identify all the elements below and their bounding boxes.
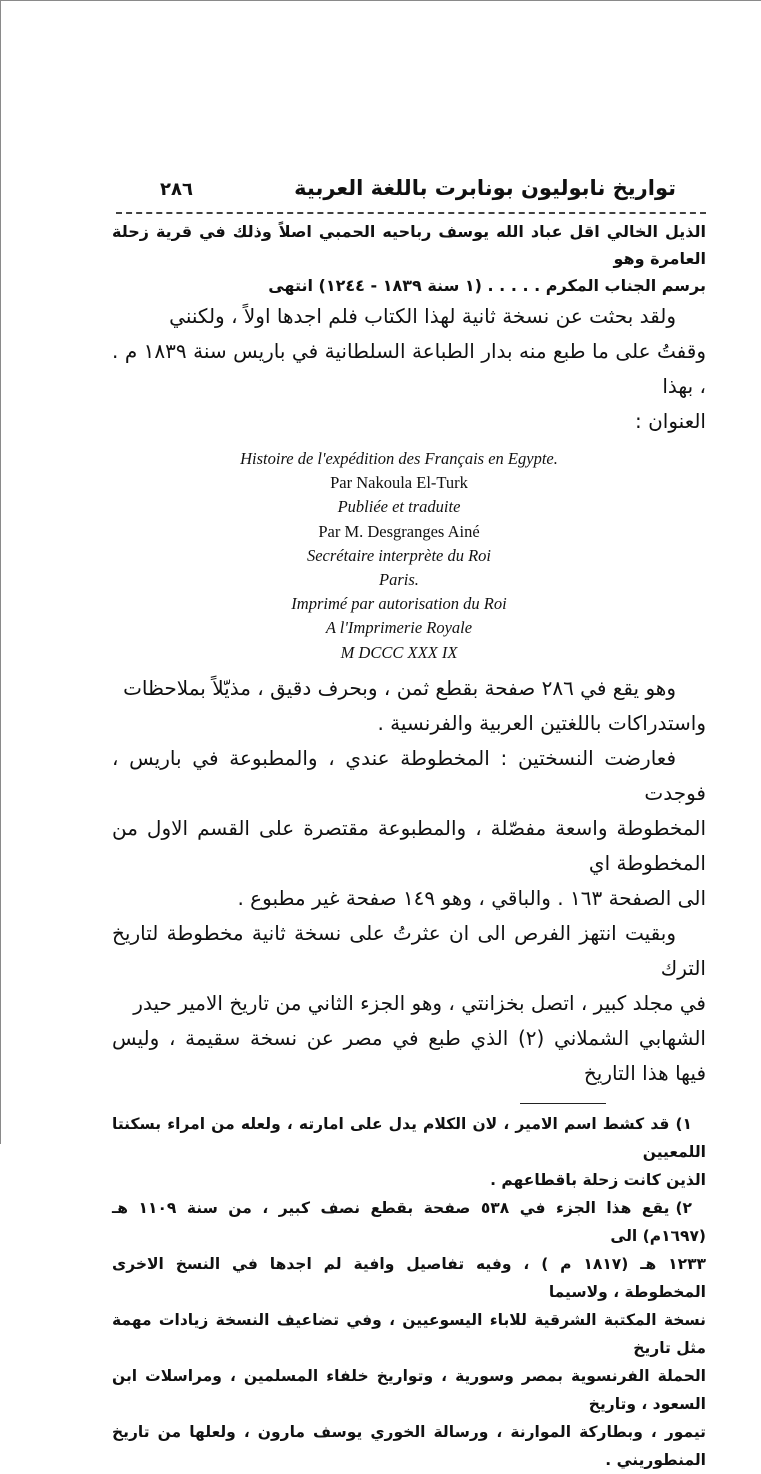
paragraph-edition-description [112,671,706,741]
footnote-line: الذين كانت زحلة باقطاعهم . [490,1170,706,1189]
footnote-number: ٢) [675,1198,692,1217]
french-title-line: A l'Imprimerie Royale [325,618,473,638]
running-header [112,176,706,210]
text-line: برسم الجناب المكرم . . . . . (١ سنة ١٨٣٩ - ١٢٤٤) انتهى [268,276,706,295]
footnote-line: تيمور ، وبطاركة الموارنة ، ورسالة الخوري يوسف مارون ، ولعلها من تاريخ المنطوريني . [112,1422,706,1469]
footnote-text: قد كشط اسم الامير ، لان الكلام يدل على امارته ، ولعله من امراء بسكنتا اللمعيين [112,1114,706,1161]
text-line: وهو يقع في ٢٨٦ صفحة بقطع ثمن ، وبحرف دقيق ، مذيّلاً بملاحظات [123,675,676,700]
footnote-line: الحملة الفرنسوية بمصر وسورية ، وتواريخ خلفاء المسلمين ، ومراسلات ابن السعود ، وتاريخ [112,1366,706,1413]
text-line: وبقيت انتهز الفرص الى ان عثرتُ على نسخة ثانية مخطوطة لتاريخ الترك [112,920,706,980]
text-line: فعارضت النسختين : المخطوطة عندي ، والمطبوعة في باريس ، فوجدت [112,745,706,805]
book-page [112,176,706,1474]
footnote-1 [112,1110,706,1194]
french-translator-line: Par M. Desgranges Ainé [318,521,480,541]
footnote-line: نسخة المكتبة الشرقية للاباء اليسوعيين ، وفي تضاعيف النسخة زيادات مهمة مثل تاريخ [112,1310,706,1357]
running-title: تواريخ نابوليون بونابرت باللغة العربية [294,176,676,200]
text-line: الشهابي الشملاني (٢) الذي طبع في مصر عن نسخة سقيمة ، وليس فيها هذا التاريخ [112,1025,706,1085]
footnote-separator [520,1103,606,1104]
footnote-text: يقع هذا الجزء في ٥٣٨ صفحة بقطع نصف كبير ، من سنة ١١٠٩ هـ (١٦٩٧م) الى [112,1198,706,1245]
page-number: ٢٨٦ [160,179,193,200]
french-title-line: Publiée et traduite [337,497,461,517]
text-line: واستدراكات باللغتين العربية والفرنسية . [377,710,706,735]
french-date-line: M DCCC XXX IX [340,642,458,662]
footnotes [112,1110,706,1474]
paragraph-second-manuscript [112,916,706,1091]
footnote-line [112,1194,706,1250]
french-title-line: Paris. [379,570,419,590]
footnote-number: ١) [675,1114,692,1133]
french-title-line: Histoire de l'expédition des Français en Egypte. [240,449,558,468]
paragraph-comparison [112,741,706,916]
header-dashed-rule [116,212,706,214]
text-line: وقفتُ على ما طبع منه بدار الطباعة السلطانية في باريس سنة ١٨٣٩ م . ، بهذا [112,339,706,398]
french-title-line: Imprimé par autorisation du Roi [291,594,507,614]
french-author-line: Par Nakoula El-Turk [330,473,468,493]
french-title-page [112,447,706,665]
text-line: العنوان : [634,409,706,433]
text-line: ولقد بحثت عن نسخة ثانية لهذا الكتاب فلم اجدها اولاً ، ولكنني [169,304,676,328]
text-line: المخطوطة واسعة مفصّلة ، والمطبوعة مقتصرة على القسم الاول من المخطوطة اي [112,815,706,875]
text-line: الذيل الخالي اقل عباد الله يوسف رباحيه الحمبي اصلاً وذلك في قرية زحلة العامرة وهو [112,222,706,268]
footnote-line: ١٢٣٣ هـ (١٨١٧ م ) ، وفيه تفاصيل وافية لم اجدها في النسخ الاخرى المخطوطة ، ولاسيما [112,1254,706,1301]
text-line: الى الصفحة ١٦٣ . والباقي ، وهو ١٤٩ صفحة غير مطبوع . [237,885,706,910]
continuation-text [112,218,706,299]
footnote-2 [112,1194,706,1474]
paragraph-search-for-copy [112,299,706,439]
text-line: في مجلد كبير ، اتصل بخزانتي ، وهو الجزء الثاني من تاريخ الامير حيدر [133,990,706,1015]
french-title-line: Secrétaire interprète du Roi [306,545,492,565]
footnote-line [112,1110,706,1166]
